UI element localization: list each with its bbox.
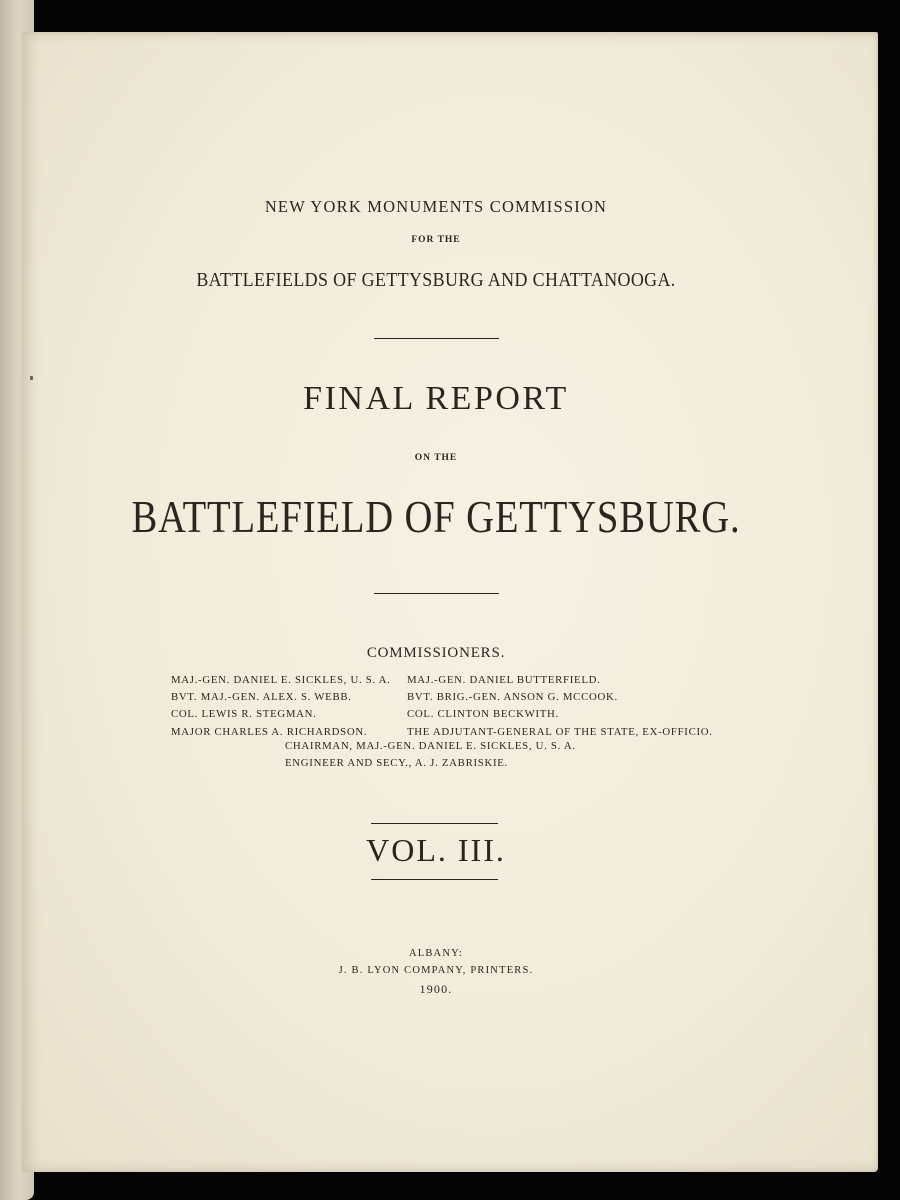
for-the-line: FOR THE: [411, 235, 461, 245]
engineer-line: ENGINEER AND SECY., A. J. ZABRISKIE.: [285, 757, 508, 769]
commissioner-entry: BVT. MAJ.-GEN. ALEX. S. WEBB.: [171, 691, 352, 704]
commissioners-right-column: [407, 672, 713, 741]
commissioner-entry: MAJOR CHARLES A. RICHARDSON.: [171, 725, 368, 738]
imprint-year: 1900.: [419, 982, 453, 996]
commissioners-heading: COMMISSIONERS.: [366, 645, 506, 661]
main-title: BATTLEFIELD OF GETTYSBURG.: [131, 491, 741, 542]
imprint-printer: J. B. LYON COMPANY, PRINTERS.: [338, 965, 534, 976]
commissioner-entry: MAJ.-GEN. DANIEL E. SICKLES, U. S. A.: [171, 674, 391, 686]
divider-rule-below-volume: [371, 879, 498, 880]
on-the-line: ON THE: [414, 453, 458, 463]
commissioner-entry: COL. LEWIS R. STEGMAN.: [171, 708, 317, 721]
commissioner-entry: BVT. BRIG.-GEN. ANSON G. MCCOOK.: [407, 691, 618, 704]
volume-number: VOL. III.: [366, 832, 506, 868]
divider-rule-top: [374, 338, 499, 339]
commissioner-entry: THE ADJUTANT-GENERAL OF THE STATE, EX-OFFICIO.: [407, 725, 713, 738]
divider-rule-above-volume: [371, 823, 498, 824]
commissioner-entry: MAJ.-GEN. DANIEL BUTTERFIELD.: [407, 674, 601, 686]
commission-name: NEW YORK MONUMENTS COMMISSION: [264, 197, 608, 216]
divider-rule-middle: [374, 593, 499, 594]
commissioner-entry: COL. CLINTON BECKWITH.: [407, 708, 559, 721]
battlefields-line: BATTLEFIELDS OF GETTYSBURG AND CHATTANOOGA.: [196, 270, 676, 291]
commissioners-left-column: [171, 672, 391, 741]
report-title: FINAL REPORT: [303, 380, 569, 417]
imprint-place: ALBANY:: [408, 948, 464, 959]
chairman-line: CHAIRMAN, MAJ.-GEN. DANIEL E. SICKLES, U. S. A.: [285, 740, 576, 752]
